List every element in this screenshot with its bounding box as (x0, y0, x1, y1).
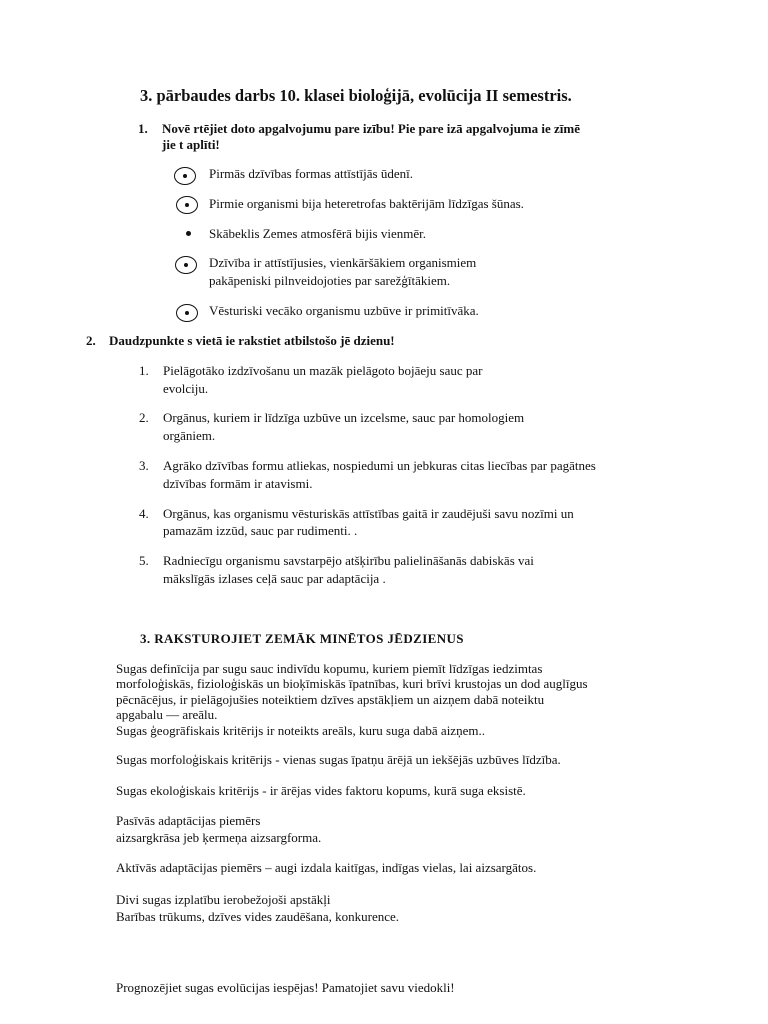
statement-5: Vēsturiski vecāko organismu uzbūve ir primitīvāka. (209, 303, 479, 318)
item-number: 3. (139, 458, 149, 473)
question-1-number: 1. (138, 121, 148, 136)
item-4-line-2: pamazām izzūd, sauc par rudimenti. . (163, 523, 358, 538)
item-5-line-2: mākslīgās izlases ceļā sauc par adaptācija . (163, 571, 386, 586)
item-number: 4. (139, 506, 149, 521)
statement-3: Skābeklis Zemes atmosfērā bijis vienmēr. (209, 226, 426, 241)
geographic-criterion: Sugas ģeogrāfiskais kritērijs ir noteikts areāls, kuru suga dabā aizņem.. (116, 723, 485, 738)
section-3-heading: 3. RAKSTUROJIET ZEMĀK MINĒTOS JĒDZIENUS (140, 631, 464, 646)
item-2-line-2: orgāniem. (163, 428, 216, 443)
statement-1: Pirmās dzīvības formas attīstījās ūdenī. (209, 166, 413, 181)
prediction-task: Prognozējiet sugas evolūcijas iespējas! Pamatojiet savu viedokli! (116, 980, 455, 995)
circled-marker-icon (175, 256, 197, 274)
limiting-conditions-label: Divi sugas izplatību ierobežojoši apstākļi (116, 892, 331, 907)
definition-paragraph-line-3: pēcnācējus, ir pielāgojušies noteiktiem dzīves apstākļiem un aizņem dabā noteiktu (116, 692, 545, 707)
definition-paragraph-line-1: Sugas definīcija par sugu sauc indivīdu kopumu, kuriem piemīt līdzīgas iedzimtas (116, 661, 543, 676)
circled-marker-icon (176, 196, 198, 214)
item-number: 5. (139, 553, 149, 568)
item-1-line-1: Pielāgotāko izdzīvošanu un mazāk pielāgoto bojāeju sauc par (163, 363, 483, 378)
page-title: 3. pārbaudes darbs 10. klasei bioloģijā, evolūcija II semestris. (140, 86, 572, 105)
item-3-line-1: Agrāko dzīvības formu atliekas, nospiedumi un jebkuras citas liecības par pagātnes (163, 458, 596, 473)
item-1-line-2: evolciju. (163, 381, 209, 396)
morphological-criterion: Sugas morfoloģiskais kritērijs - vienas sugas īpatņu ārējā un iekšējās uzbūves līdzība. (116, 752, 561, 767)
circled-marker-icon (176, 304, 198, 322)
statement-4-line-1: Dzīvība ir attīstījusies, vienkāršākiem organismiem (209, 255, 477, 270)
definition-paragraph-line-2: morfoloģiskās, fizioloģiskās un bioķīmiskās īpatnības, kuri brīvi krustojas un dod auglīgus (116, 676, 588, 691)
item-number: 2. (139, 410, 149, 425)
statement-4-line-2: pakāpeniski pilnveidojoties par sarežģītākiem. (209, 273, 451, 288)
ecological-criterion: Sugas ekoloģiskais kritērijs - ir ārējas vides faktoru kopums, kurā suga eksistē. (116, 783, 526, 798)
limiting-conditions-answer: Barības trūkums, dzīves vides zaudēšana, konkurence. (116, 909, 400, 924)
definition-paragraph-line-4: apgabalu — areālu. (116, 707, 218, 722)
item-number: 1. (139, 363, 149, 378)
item-5-line-1: Radniecīgu organismu savstarpējo atšķirību palielināšanās dabiskās vai (163, 553, 534, 568)
passive-adaptation-label: Pasīvās adaptācijas piemērs (116, 813, 261, 828)
active-adaptation: Aktīvās adaptācijas piemērs – augi izdala kaitīgas, indīgas vielas, lai aizsargātos. (116, 860, 537, 875)
question-1-line-1: Novē rtējiet doto apgalvojumu pare izību! Pie pare izā apgalvojuma ie zīmē (162, 121, 580, 136)
passive-adaptation-answer: aizsargkrāsa jeb ķermeņa aizsargforma. (116, 830, 322, 845)
question-2-heading: Daudzpunkte s vietā ie rakstiet atbilstošo jē dzienu! (109, 333, 395, 348)
question-2-number: 2. (86, 333, 96, 348)
item-2-line-1: Orgānus, kuriem ir līdzīga uzbūve un izcelsme, sauc par homologiem (163, 410, 525, 425)
statement-2: Pirmie organismi bija heteretrofas baktērijām līdzīgas šūnas. (209, 196, 524, 211)
bullet-icon (186, 231, 191, 236)
item-3-line-2: dzīvības formām ir atavismi. (163, 476, 313, 491)
circled-marker-icon (174, 167, 196, 185)
question-1-line-2: jie t aplīti! (162, 137, 220, 152)
item-4-line-1: Orgānus, kas organismu vēsturiskās attīstības gaitā ir zaudējuši savu nozīmi un (163, 506, 574, 521)
